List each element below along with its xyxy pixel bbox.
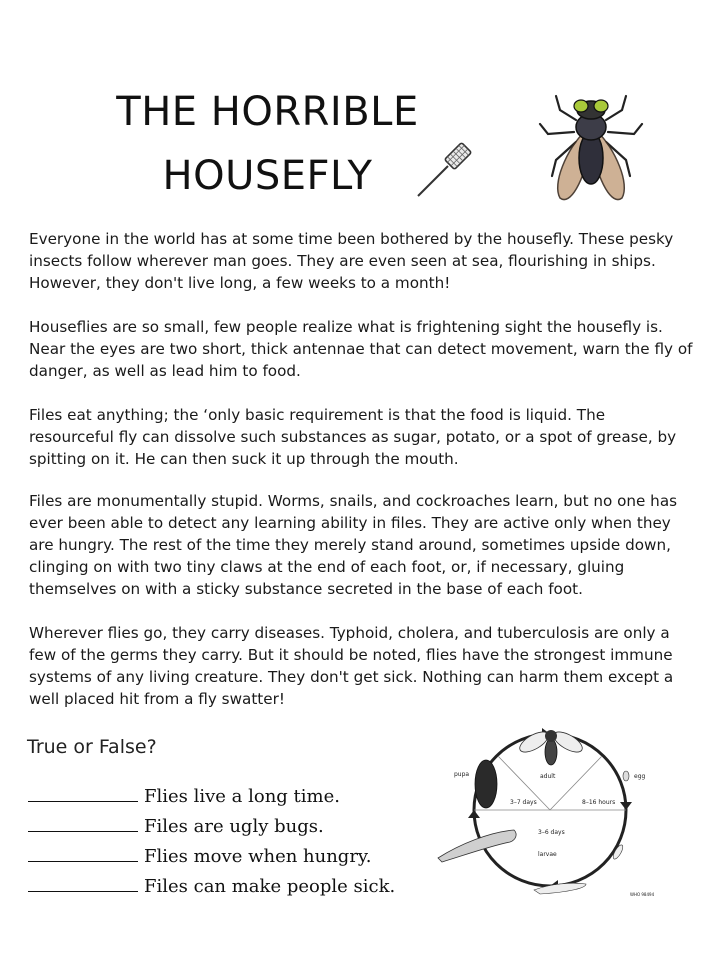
- label-egg: egg: [634, 773, 646, 780]
- answer-blank[interactable]: [28, 847, 138, 862]
- label-pupa: pupa: [454, 771, 470, 778]
- question-text: Flies live a long time.: [144, 786, 340, 807]
- paragraph-3: Files eat anything; the ‘only basic requirement is that the food is liquid. The resourceful fly can dissolve such substances as sugar, potato, or a spot of grease, by spitting on it. He can then suck it up through the mouth.: [29, 406, 677, 468]
- pupa-image: [475, 760, 497, 808]
- housefly-icon: [526, 80, 656, 206]
- label-egg-duration: 8–16 hours: [582, 799, 616, 806]
- label-larvae-duration: 3–6 days: [538, 829, 565, 836]
- quiz-question: [28, 786, 340, 807]
- fly-life-cycle-diagram: [430, 706, 668, 902]
- title-line-2: HOUSEFLY: [162, 153, 373, 199]
- paragraph-5: Wherever flies go, they carry diseases. Typhoid, cholera, and tuberculosis are only a few of the germs they carry. But it should be noted, flies have the strongest immune systems of any living creature. They don't get sick. Nothing can harm them except a well placed hit from a fly swatter!: [29, 624, 674, 708]
- adult-fly-image: [517, 728, 586, 765]
- answer-blank[interactable]: [28, 817, 138, 832]
- label-adult: adult: [540, 773, 556, 780]
- diagram-credit: WHO 98494: [630, 892, 655, 897]
- label-pupa-duration: 3–7 days: [510, 799, 537, 806]
- answer-blank[interactable]: [28, 877, 138, 892]
- label-larvae: larvae: [538, 851, 557, 858]
- quiz-question: [28, 846, 371, 867]
- paragraph-4: Files are monumentally stupid. Worms, snails, and cockroaches learn, but no one has ever been able to detect any learning ability in files. They are active only when they are hungry. The rest of the time they merely stand around, sometimes upside down, clinging on with two tiny claws at the end of each foot, or, if necessary, gluing themselves on with a sticky substance secreted in the base of each foot.: [29, 492, 678, 598]
- title-line-1: THE HORRIBLE: [116, 89, 419, 135]
- quiz-title: True or False?: [27, 736, 157, 758]
- question-text: Files can make people sick.: [144, 876, 396, 897]
- quiz-question: [28, 816, 324, 837]
- quiz-question: [28, 876, 395, 897]
- answer-blank[interactable]: [28, 787, 138, 802]
- paragraph-2: Houseflies are so small, few people realize what is frightening sight the housefly is. Near the eyes are two short, thick antennae that can detect movement, warn the fly of danger, as well as lead him to food.: [29, 318, 693, 380]
- paragraph-1: Everyone in the world has at some time been bothered by the housefly. These pesky insects follow wherever man goes. They are even seen at sea, flourishing in ships. However, they don't live long, a few weeks to a month!: [29, 230, 674, 292]
- fly-swatter-icon: [412, 140, 474, 202]
- question-text: Flies move when hungry.: [144, 846, 372, 867]
- question-text: Files are ugly bugs.: [144, 816, 324, 837]
